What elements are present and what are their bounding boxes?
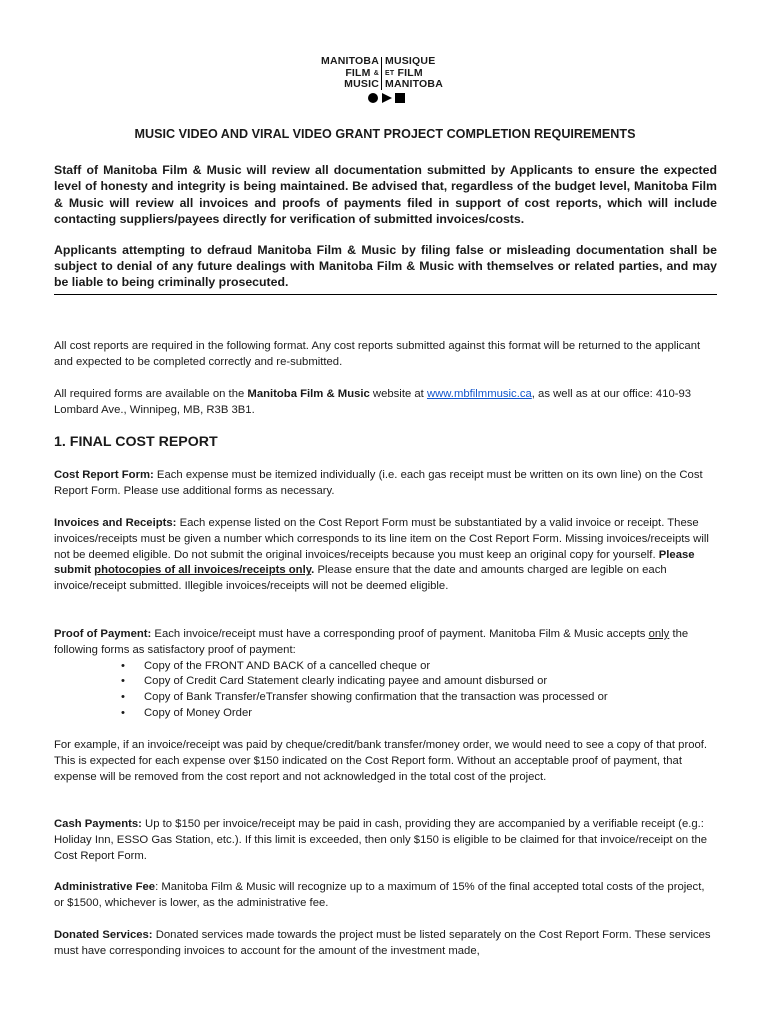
logo-shapes-icon — [367, 92, 407, 104]
cash-payments-paragraph: Cash Payments: Up to $150 per invoice/receipt may be paid in cash, providing they are accompanied by a verifiable receipt (e.g.: Holiday Inn, ESSO Gas Station, etc.). If this limit is exceeded, then only $150 is eligible to be claimed for that invoice/receipt on the Cost Report Form. — [54, 818, 708, 862]
website-link[interactable]: www.mbfilmmusic.ca — [426, 388, 532, 400]
manitoba-film-music-logo — [316, 56, 456, 106]
integrity-notice — [54, 162, 717, 295]
administrative-fee-paragraph: Administrative Fee: Manitoba Film & Music will recognize up to a maximum of 15% of the final accepted total costs of the project, or $1500, whichever is lower, as the administrative fee. — [54, 881, 705, 909]
page-title: MUSIC VIDEO AND VIRAL VIDEO GRANT PROJECT COMPLETION REQUIREMENTS — [134, 127, 636, 141]
list-item: • Copy of Bank Transfer/eTransfer showing confirmation that the transaction was processed or — [144, 690, 717, 706]
intro-paragraph: All cost reports are required in the following format. Any cost reports submitted against this format will be returned to the applicant and expected to be completed correctly and re-submitted. — [54, 340, 701, 368]
proof-of-payment-paragraph: Proof of Payment: Each invoice/receipt must have a corresponding proof of payment. Manitoba Film & Music accepts only the following forms as satisfactory proof of payment: • Copy of the FRONT AND BACK of a cancelled cheque or • Copy of Credit Card Statement clearly indicating payee and amount disbursed or • Copy of Bank Transfer/eTransfer showing confirmation that the transaction was processed or • Copy of Money Order — [54, 627, 717, 722]
notice-paragraph: Staff of Manitoba Film & Music will review all documentation submitted by Applicants to ensure the expected level of honesty and integrity is being maintained. Be advised that, regardless of the budget level, Manitoba Film & Music will review all invoices and proofs of payments filed in support of cost reports, which will include contacting suppliers/payees directly for verification of submitted invoices/costs. — [54, 163, 717, 227]
logo-divider — [381, 57, 382, 90]
logo-french-name: MUSIQUE ET FILM MANITOBA — [385, 55, 443, 90]
notice-paragraph: Applicants attempting to defraud Manitoba Film & Music by filing false or misleading documentation shall be subject to denial of any future dealings with Manitoba Film & Music with themselves or related parties, and may be liable to being criminally prosecuted. — [54, 242, 717, 290]
section-heading: 1. FINAL COST REPORT — [54, 434, 218, 450]
payment-proof-list — [54, 659, 717, 722]
example-paragraph: For example, if an invoice/receipt was paid by cheque/credit/bank transfer/money order, we would need to see a copy of that proof. This is expected for each expense over $150 indicated on the Cost Report form. Without an acceptable proof of payment, that expense will be removed from the cost report and not acknowledged in the total cost of the project. — [54, 739, 708, 783]
invoices-paragraph: Invoices and Receipts: Each expense listed on the Cost Report Form must be substantiated by a valid invoice or receipt. These invoices/receipts must be given a number which corresponds to its line item on the Cost Report Form. Missing invoices/receipts will not be deemed eligible. Do not submit the original invoices/receipts because you must keep an original copy for yourself. Please submit photocopies of all invoices/receipts only. Please ensure that the date and amounts charged are legible on each invoice/receipt submitted. Illegible invoices/receipts will not be deemed eligible. — [54, 517, 709, 593]
forms-availability-paragraph: All required forms are available on the Manitoba Film & Music website at www.mbfilmmusic.ca, as well as at our office: 410-93 Lombard Ave., Winnipeg, MB, R3B 3B1. — [54, 388, 692, 416]
donated-services-paragraph: Donated Services: Donated services made towards the project must be listed separately on the Cost Report Form. These services must have corresponding invoices to account for the amount of the investment made, — [54, 929, 711, 957]
list-item: • Copy of Credit Card Statement clearly indicating payee and amount disbursed or — [144, 674, 717, 690]
cost-report-paragraph: Cost Report Form: Each expense must be itemized individually (i.e. each gas receipt must be written on its own line) on the Cost Report Form. Please use additional forms as necessary. — [54, 469, 703, 497]
logo-english-name: MANITOBA FILM & MUSIC — [321, 55, 379, 90]
list-item: • Copy of Money Order — [144, 706, 717, 722]
list-item: • Copy of the FRONT AND BACK of a cancelled cheque or — [144, 659, 717, 675]
